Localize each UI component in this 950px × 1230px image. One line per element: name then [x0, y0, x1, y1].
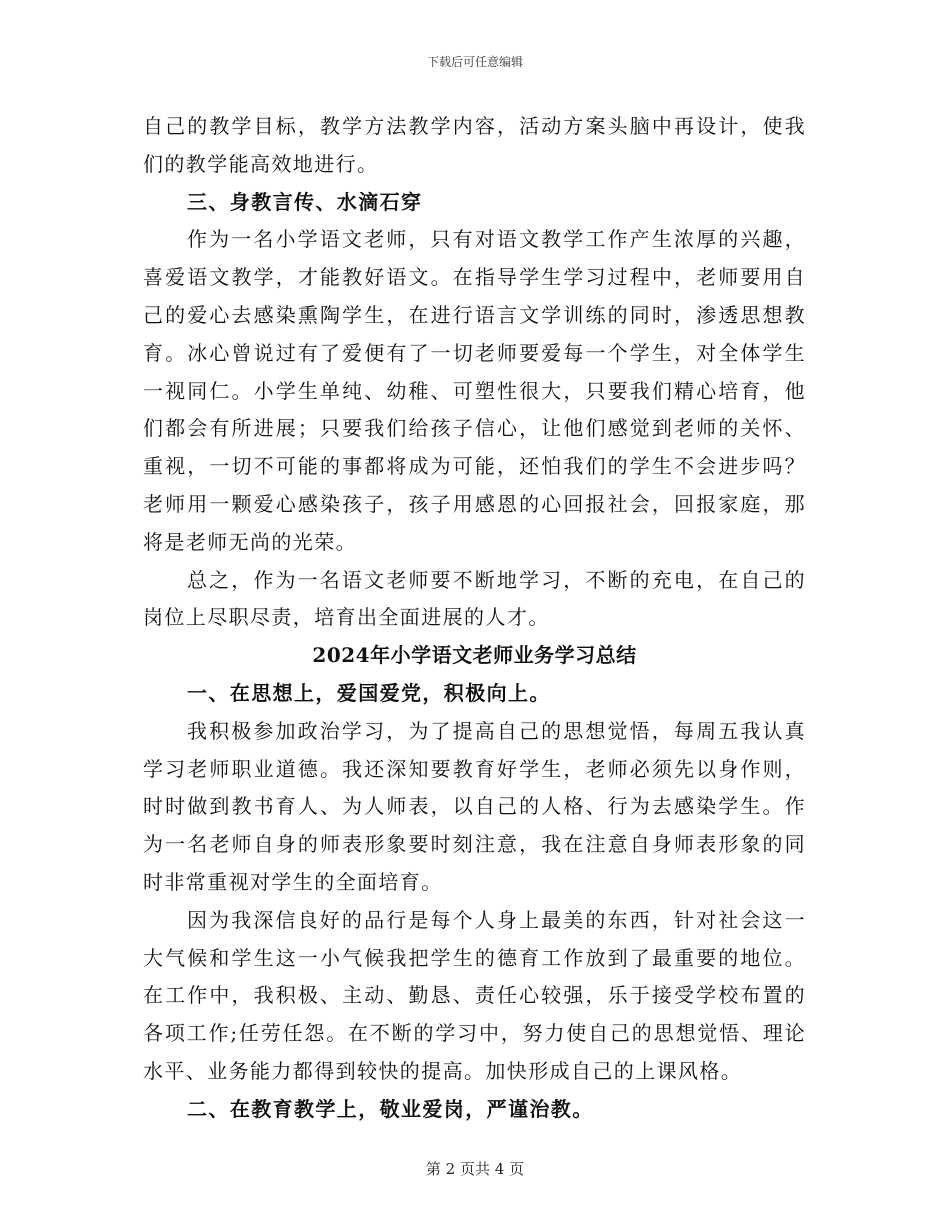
section-heading-1: 一、在思想上，爱国爱党，积极向上。 — [187, 680, 551, 705]
section-heading-3: 三、身教言传、水滴石穿 — [187, 189, 423, 214]
paragraph: 因为我深信良好的品行是每个人身上最美的东西，针对社会这一大气候和学生这一小气候我把学生的德育工作放到了最重要的地位。在工作中，我积极、主动、勤恳、责任心较强，乐于接受学校布置的各项工作;任劳任怨。在不断的学习中，努力使自己的思想觉悟、理论水平、业务能力都得到较快的提高。加快形成自己的上课风格。 — [143, 907, 806, 1083]
paragraph-summary: 总之，作为一名语文老师要不断地学习，不断的充电，在自己的岗位上尽职尽责，培育出全面进展的人才。 — [143, 567, 806, 630]
document-title: 2024年小学语文老师业务学习总结 — [312, 643, 637, 668]
section-heading-2: 二、在教育教学上，敬业爱岗，严谨治教。 — [187, 1096, 594, 1121]
document-body — [143, 108, 806, 1129]
paragraph: 我积极参加政治学习，为了提高自己的思想觉悟，每周五我认真学习老师职业道德。我还深知要教育好学生，老师必须先以身作则，时时做到教书育人、为人师表，以自己的人格、行为去感染学生。作为一名老师自身的师表形象要时刻注意，我在注意自身师表形象的同时非常重视对学生的全面培育。 — [143, 718, 806, 894]
page-footer: 第 2 页共 4 页 — [425, 1160, 525, 1178]
paragraph-continued: 自己的教学目标，教学方法教学内容，活动方案头脑中再设计，使我们的教学能高效地进行。 — [143, 114, 806, 176]
page-header: 下载后可任意编辑 — [426, 55, 523, 69]
paragraph: 作为一名小学语文老师，只有对语文教学工作产生浓厚的兴趣，喜爱语文教学，才能教好语文。在指导学生学习过程中，老师要用自己的爱心去感染熏陶学生，在进行语言文学训练的同时，渗透思想教育。冰心曾说过有了爱便有了一切老师要爱每一个学生，对全体学生一视同仁。小学生单纯、幼稚、可塑性很大，只要我们精心培育，他们都会有所进展；只要我们给孩子信心，让他们感觉到老师的关怀、重视，一切不可能的事都将成为可能，还怕我们的学生不会进步吗？老师用一颗爱心感染孩子，孩子用感恩的心回报社会，回报家庭，那将是老师无尚的光荣。 — [143, 227, 806, 554]
